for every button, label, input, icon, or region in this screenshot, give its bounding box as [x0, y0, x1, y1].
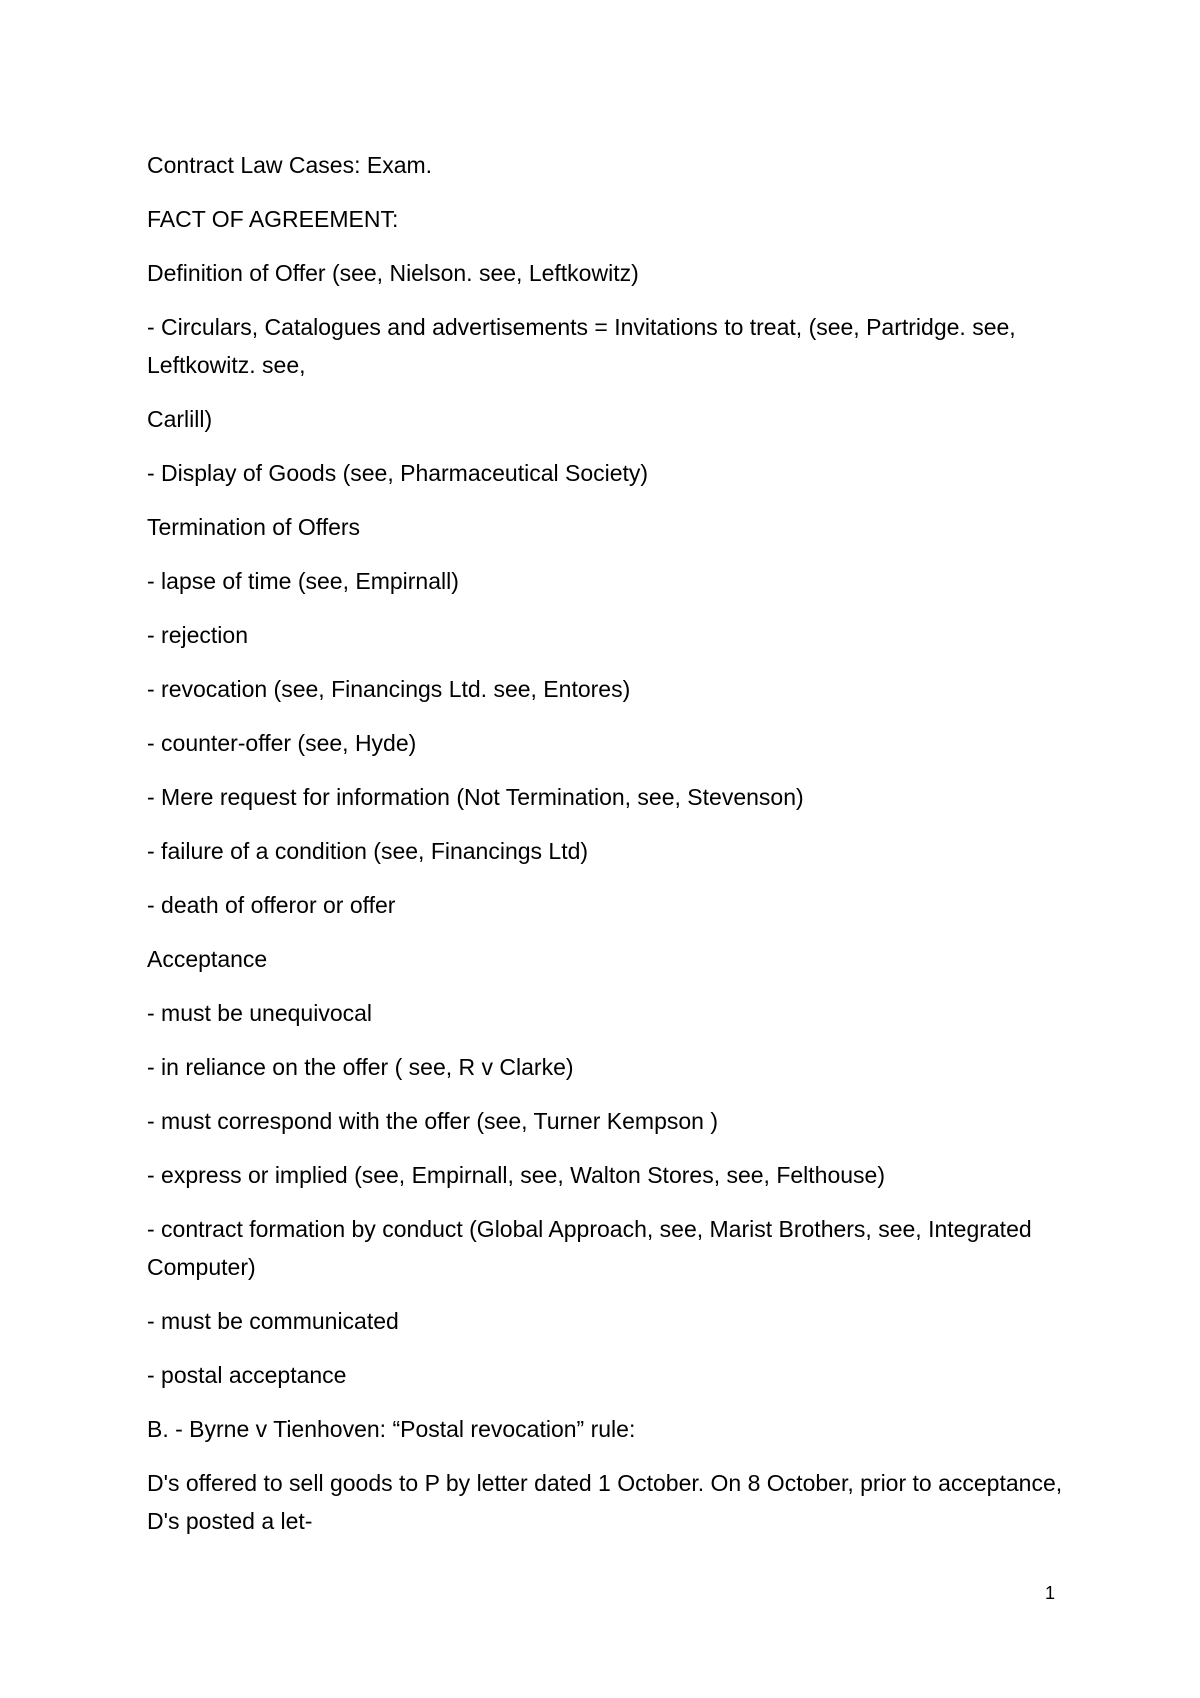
text-line-circulars: - Circulars, Catalogues and advertisements = Invitations to treat, (see, Partridge. see, Leftkowitz. see, — [147, 314, 1016, 378]
text-line-postal-acceptance: - postal acceptance — [147, 1362, 347, 1388]
text-line-death-of-offeror: - death of offeror or offer — [147, 892, 396, 918]
text-line-unequivocal: - must be unequivocal — [147, 1000, 373, 1026]
text-line-correspond: - must correspond with the offer (see, Turner Kempson ) — [147, 1108, 718, 1134]
section-heading-fact-of-agreement: FACT OF AGREEMENT: — [147, 206, 399, 232]
text-line-rejection: - rejection — [147, 622, 248, 648]
text-line-definition-of-offer: Definition of Offer (see, Nielson. see, Leftkowitz) — [147, 260, 639, 286]
text-line-request-for-information: - Mere request for information (Not Termination, see, Stevenson) — [147, 784, 804, 810]
text-line-case-facts: D's offered to sell goods to P by letter dated 1 October. On 8 October, prior to acceptance, D's posted a let- — [147, 1470, 1063, 1534]
text-line-counter-offer: - counter-offer (see, Hyde) — [147, 730, 417, 756]
text-line-reliance: - in reliance on the offer ( see, R v Clarke) — [147, 1054, 574, 1080]
text-line-display-of-goods: - Display of Goods (see, Pharmaceutical Society) — [147, 460, 649, 486]
document-body — [147, 146, 1067, 1556]
text-line-failure-of-condition: - failure of a condition (see, Financings Ltd) — [147, 838, 589, 864]
text-line-carlill: Carlill) — [147, 406, 213, 432]
page-number: 1 — [1045, 1583, 1056, 1603]
text-line-communicated: - must be communicated — [147, 1308, 399, 1334]
section-heading-termination: Termination of Offers — [147, 514, 361, 540]
text-line-express-or-implied: - express or implied (see, Empirnall, see, Walton Stores, see, Felthouse) — [147, 1162, 885, 1188]
text-line-byrne-v-tienhoven: B. - Byrne v Tienhoven: “Postal revocation” rule: — [147, 1416, 636, 1442]
text-line-lapse-of-time: - lapse of time (see, Empirnall) — [147, 568, 459, 594]
document-title: Contract Law Cases: Exam. — [147, 152, 433, 178]
text-line-revocation: - revocation (see, Financings Ltd. see, Entores) — [147, 676, 631, 702]
text-line-contract-by-conduct: - contract formation by conduct (Global Approach, see, Marist Brothers, see, Integrated Computer) — [147, 1216, 1032, 1280]
section-heading-acceptance: Acceptance — [147, 946, 268, 972]
